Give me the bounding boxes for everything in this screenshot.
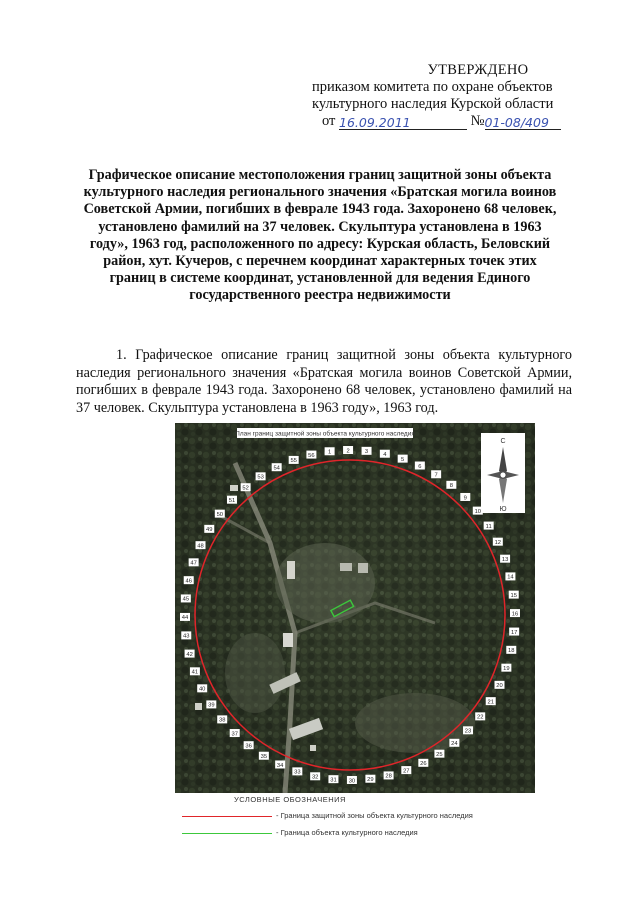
building <box>340 563 352 571</box>
point-number: 18 <box>508 648 515 655</box>
point-number: 16 <box>511 611 519 618</box>
point-number: 51 <box>228 498 236 505</box>
point-number: 24 <box>451 741 458 748</box>
point-number: 5 <box>401 456 405 463</box>
point-number: 44 <box>181 615 189 622</box>
legend-title: УСЛОВНЫЕ ОБОЗНАЧЕНИЯ <box>234 795 346 804</box>
point-number: 33 <box>294 769 301 776</box>
point-number: 6 <box>418 463 422 470</box>
point-number: 21 <box>487 699 494 706</box>
legend-item-zone <box>182 811 512 823</box>
compass <box>481 433 525 513</box>
map-image <box>175 423 535 793</box>
legend-object-swatch <box>182 833 272 834</box>
point-number: 7 <box>434 472 438 479</box>
point-number: 14 <box>507 574 514 581</box>
point-number: 28 <box>385 773 392 780</box>
point-number: 34 <box>276 762 284 769</box>
approval-heading: УТВЕРЖДЕНО <box>427 62 529 78</box>
date-field <box>339 114 467 130</box>
point-number: 23 <box>464 728 472 735</box>
point-number: 29 <box>367 777 374 784</box>
point-number: 52 <box>242 485 249 492</box>
point-number: 41 <box>191 669 199 676</box>
point-number: 38 <box>218 717 226 724</box>
point-number: 47 <box>190 560 197 567</box>
point-number: 37 <box>231 731 238 738</box>
point-number: 32 <box>311 774 319 781</box>
from-label: от <box>322 113 336 129</box>
handwritten-date: 16.09.2011 <box>339 115 411 130</box>
point-number: 42 <box>186 651 193 658</box>
point-number: 56 <box>308 452 315 459</box>
compass-north-label: С <box>500 438 506 445</box>
point-number: 12 <box>494 539 502 546</box>
legend-object-label: - Граница объекта культурного наследия <box>276 828 418 837</box>
point-number: 54 <box>273 465 280 472</box>
building <box>287 561 295 579</box>
point-number: 48 <box>197 543 204 550</box>
point-number: 10 <box>474 508 482 515</box>
map-title: План границ защитной зоны объекта культурного наследия <box>235 430 415 438</box>
document-title: Графическое описание местоположения границ защитной зоны объекта культурного наследия регионального значения «Братская могила воинов Советской Армии, погибших в феврале 1943 года. Захоронено 68 человек, установлено фамилий на 37 человек. Скульптура установлена в 1963 году», 1963 год, расположенного по адресу: Курская область, Беловский район, хут. Кучеров, с перечнем координат характерных точек этих границ в системе координат, установленной для ведения Единого государственного реестра недвижимости <box>83 167 557 304</box>
point-number: 43 <box>183 633 190 640</box>
point-number: 35 <box>260 754 268 761</box>
point-number: 39 <box>208 702 215 709</box>
point-number: 49 <box>206 527 213 534</box>
boundary-map <box>175 423 535 793</box>
point-number: 55 <box>290 458 297 465</box>
point-number: 8 <box>449 483 453 490</box>
approval-date-number <box>312 113 612 130</box>
point-number: 22 <box>476 714 484 721</box>
point-number: 2 <box>346 448 350 455</box>
point-number: 20 <box>496 683 503 690</box>
point-number: 3 <box>364 449 369 456</box>
point-number: 9 <box>463 495 467 502</box>
compass-south-label: Ю <box>499 506 507 513</box>
point-number: 46 <box>185 578 192 585</box>
point-number: 11 <box>485 523 492 530</box>
number-label: № <box>470 113 485 129</box>
point-number: 40 <box>198 686 206 693</box>
point-number: 27 <box>403 768 410 775</box>
point-number: 30 <box>348 778 356 785</box>
point-number: 19 <box>503 665 510 672</box>
handwritten-number: 01-08/409 <box>484 115 549 130</box>
point-number: 26 <box>420 761 427 768</box>
point-number: 4 <box>383 452 387 459</box>
legend-item-object <box>182 828 512 840</box>
approval-block <box>312 62 612 130</box>
building <box>358 563 368 573</box>
point-number: 53 <box>257 474 264 481</box>
point-number: 36 <box>245 743 252 750</box>
approval-line-1: приказом комитета по охране объектов <box>312 79 553 95</box>
legend-zone-label: - Граница защитной зоны объекта культурного наследия <box>276 811 473 820</box>
building <box>283 633 293 647</box>
point-number: 17 <box>510 629 518 636</box>
point-number: 25 <box>436 751 443 758</box>
approval-line-2: культурного наследия Курской области <box>312 96 554 112</box>
description-paragraph: 1. Графическое описание границ защитной зоны объекта культурного наследия регионального значения «Братская могила воинов Советской Армии, погибших в феврале 1943 года. Захоронено 68 человек, установлено фамилий на 37 человек. Скульптура установлена в 1963 году», 1963 год. <box>76 347 572 416</box>
point-number: 31 <box>330 777 337 784</box>
point-number: 45 <box>182 596 190 603</box>
point-number: 1 <box>327 449 332 456</box>
legend-zone-swatch <box>182 816 272 817</box>
number-field <box>485 114 561 130</box>
point-number: 13 <box>501 556 509 563</box>
point-number: 50 <box>216 511 224 518</box>
point-number: 15 <box>510 592 517 599</box>
